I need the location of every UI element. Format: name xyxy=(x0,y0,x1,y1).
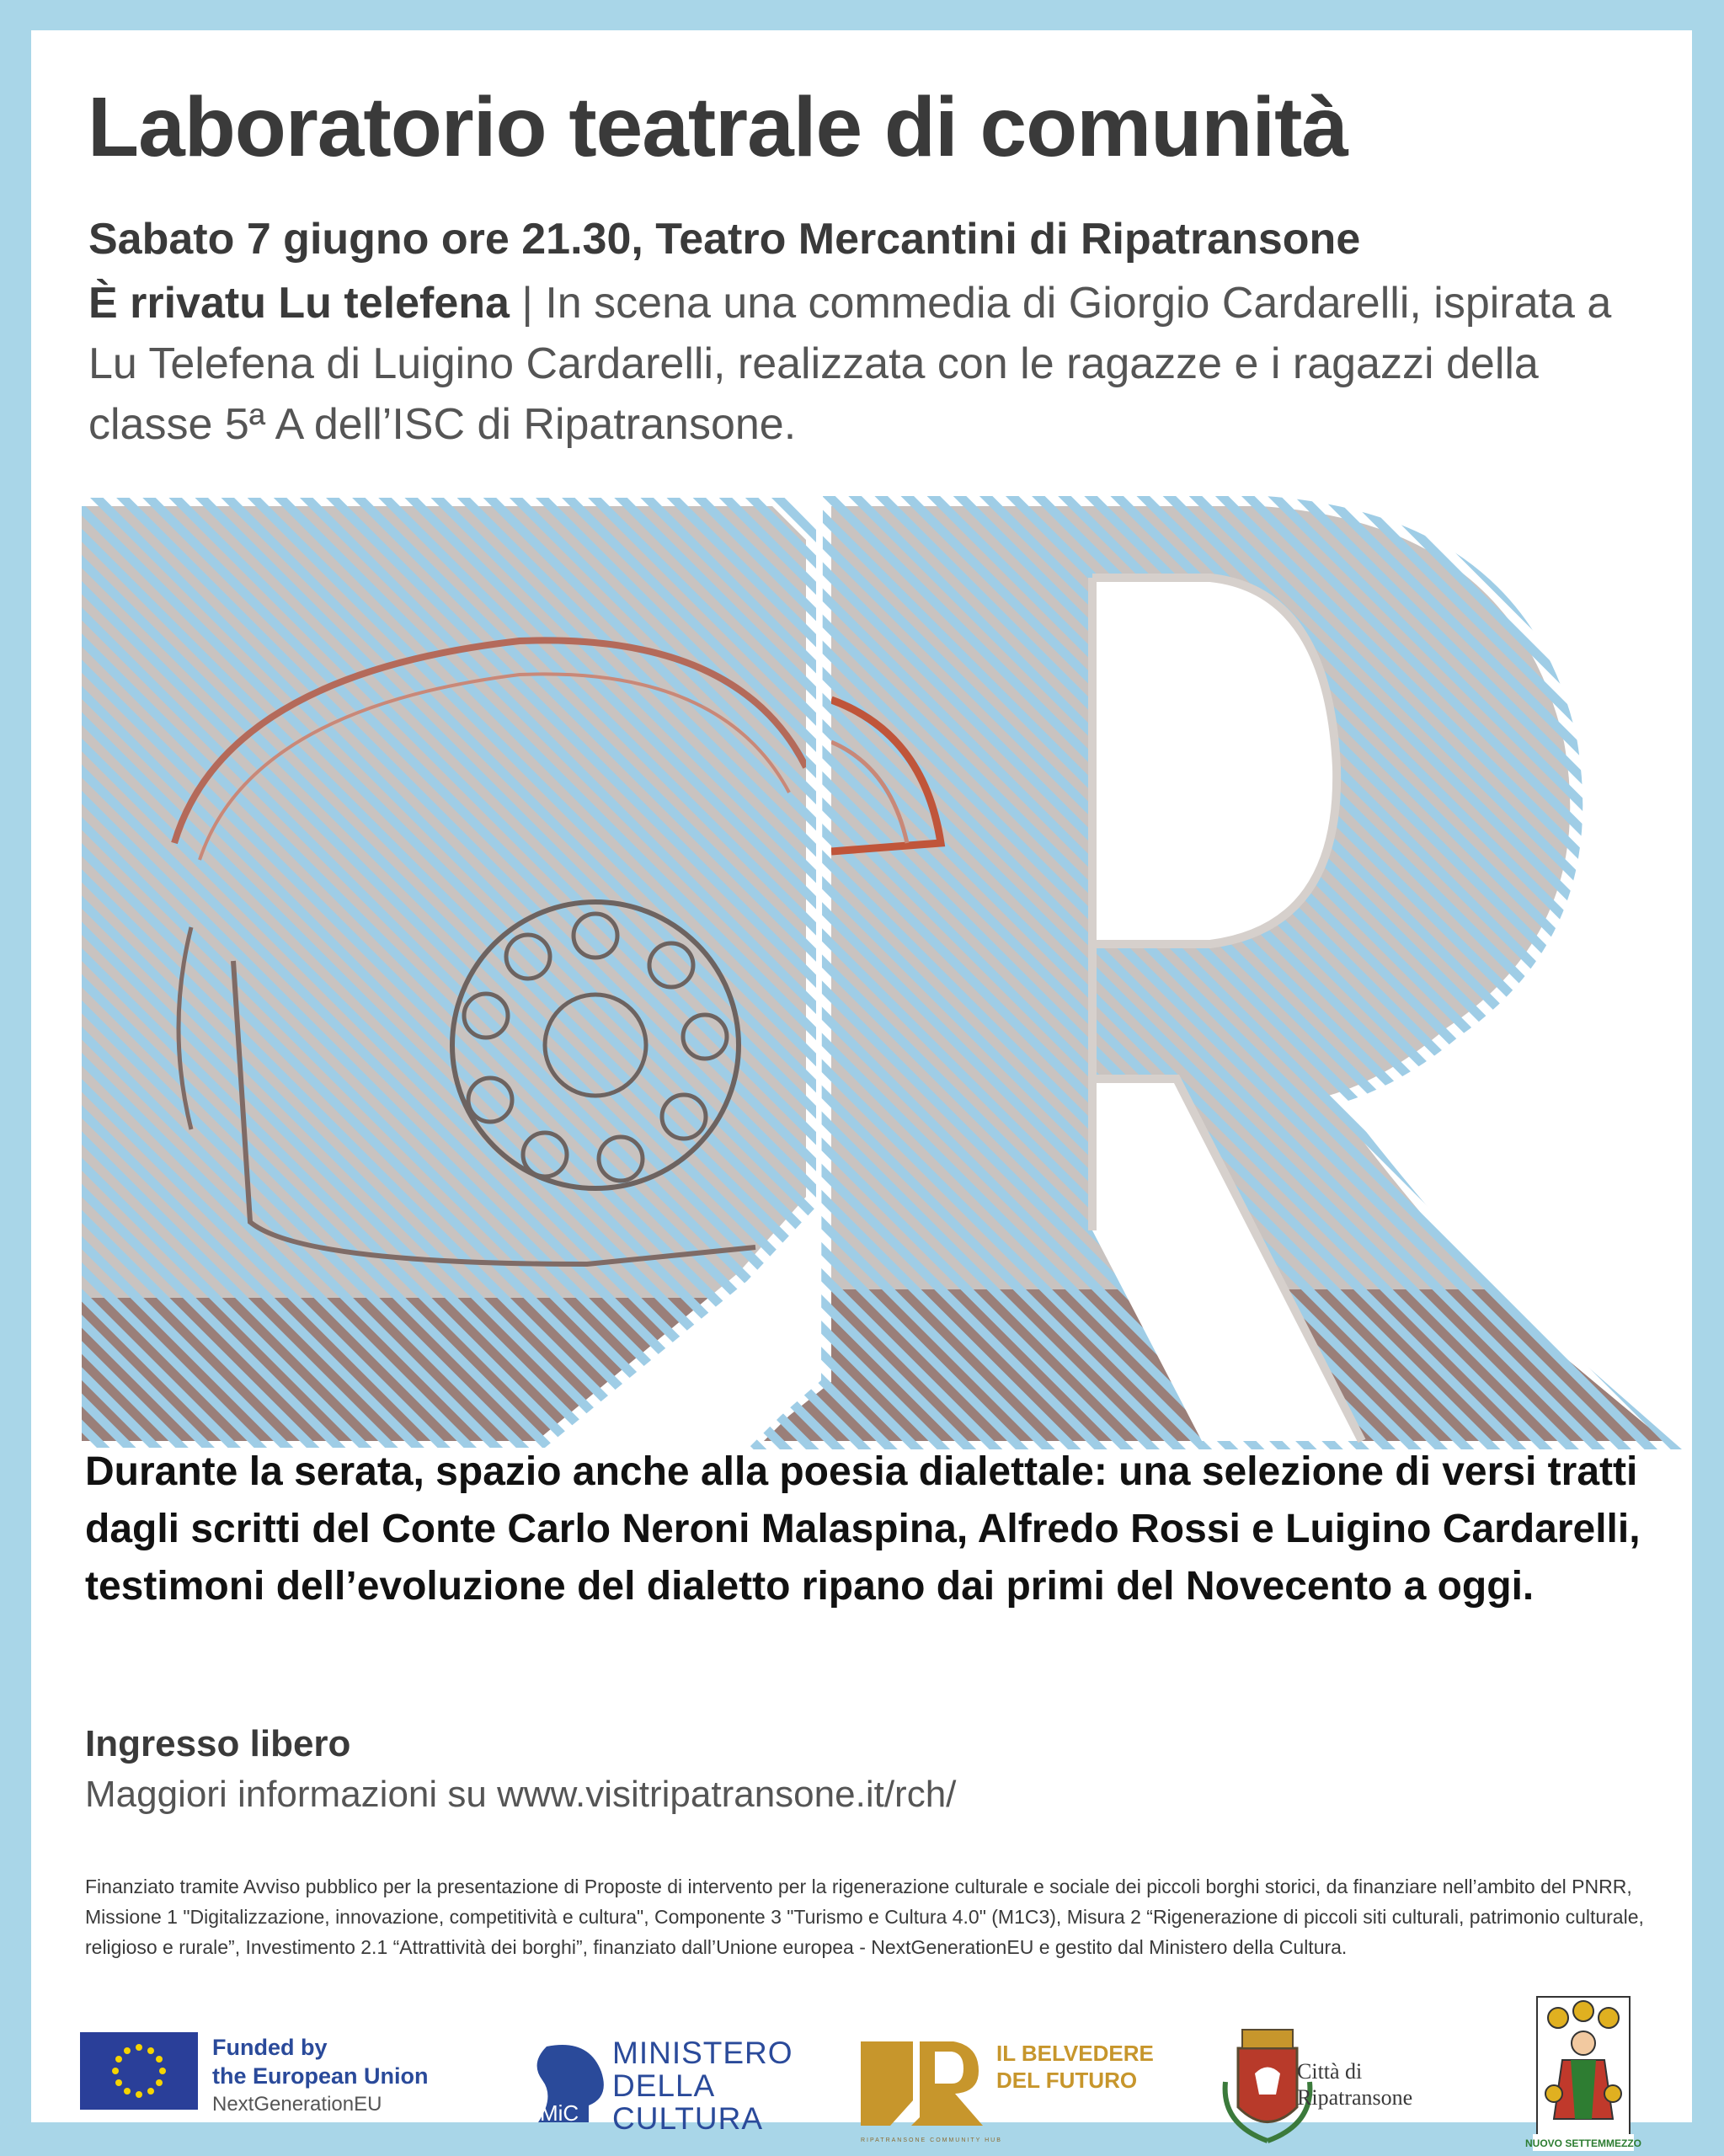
event-date-venue: Sabato 7 giugno ore 21.30, Teatro Mercantini di Ripatransone xyxy=(88,215,1361,264)
citta-logo xyxy=(1297,2058,1412,2111)
more-info-link[interactable]: Maggiori informazioni su www.visitripatransone.it/rch/ xyxy=(85,1774,957,1815)
show-title: È rrivatu Lu telefena xyxy=(88,279,510,328)
belvedere-sub: RIPATRANSONE COMMUNITY HUB xyxy=(861,2137,1002,2143)
mic-line3: CULTURA xyxy=(612,2101,763,2136)
citta-line1: Città di xyxy=(1297,2059,1363,2084)
jr-logo-icon xyxy=(861,2041,987,2143)
jr-telephone-graphic xyxy=(82,489,1682,1458)
settemmezzo-card-icon xyxy=(1525,1993,1641,2153)
partner-logos xyxy=(31,1993,1692,2149)
mic-logo xyxy=(612,2036,793,2135)
eu-funding-logo xyxy=(212,2033,429,2119)
funding-notice: Finanziato tramite Avviso pubblico per la presentazione di Proposte di intervento per la rigenerazione culturale e sociale dei piccoli borghi storici, da finanziare nell’ambito del PNRR, Missione 1 "Digitalizzazione, innovazione, competitività e cultura", Componente 3 "Turismo e Cultura 4.0" (M1C3), Misura 2 “Rigenerazione di piccoli siti culturali, patrimonio culturale, religioso e rurale”, Investimento 2.1 “Attrattività dei borghi”, finanziato dall’Unione europea - NextGenerationEU e gestito dal Ministero della Cultura. xyxy=(85,1876,1644,1958)
eu-line3: NextGenerationEU xyxy=(212,2093,382,2116)
mic-line1: MINISTERO xyxy=(612,2036,793,2070)
show-description-block xyxy=(88,273,1655,455)
settemmezzo-label: NUOVO SETTEMMEZZO xyxy=(1525,2137,1641,2149)
eu-line2: the European Union xyxy=(212,2063,429,2089)
citta-line2: Ripatransone xyxy=(1297,2085,1413,2110)
free-entry: Ingresso libero xyxy=(85,1723,351,1764)
poetry-paragraph: Durante la serata, spazio anche alla poesia dialettale: una selezione di versi tratti dagli scritti del Conte Carlo Neroni Malaspina, Alfredo Rossi e Luigino Cardarelli, testimoni dell’evoluzione del dialetto ripano dai primi del Novecento a oggi. xyxy=(85,1449,1641,1609)
show-separator: | xyxy=(509,279,546,328)
poster-title: Laboratorio teatrale di comunità xyxy=(88,80,1348,174)
belvedere-line1: IL BELVEDERE xyxy=(996,2041,1154,2066)
show-description: In scena una commedia di Giorgio Cardarelli, ispirata a Lu Telefena di Luigino Cardarelli, realizzata con le ragazze e i ragazzi della classe 5ª A dell’ISC di Ripatransone. xyxy=(88,279,1612,449)
eu-flag-icon xyxy=(80,2032,228,2132)
belvedere-line2: DEL FUTURO xyxy=(996,2068,1138,2093)
mic-abbr: MiC xyxy=(540,2100,579,2126)
mic-line2: DELLA xyxy=(612,2068,716,2103)
eu-line1: Funded by xyxy=(212,2035,328,2060)
poster xyxy=(31,30,1692,2149)
belvedere-logo xyxy=(996,2040,1154,2094)
mic-head-icon xyxy=(530,2038,614,2131)
